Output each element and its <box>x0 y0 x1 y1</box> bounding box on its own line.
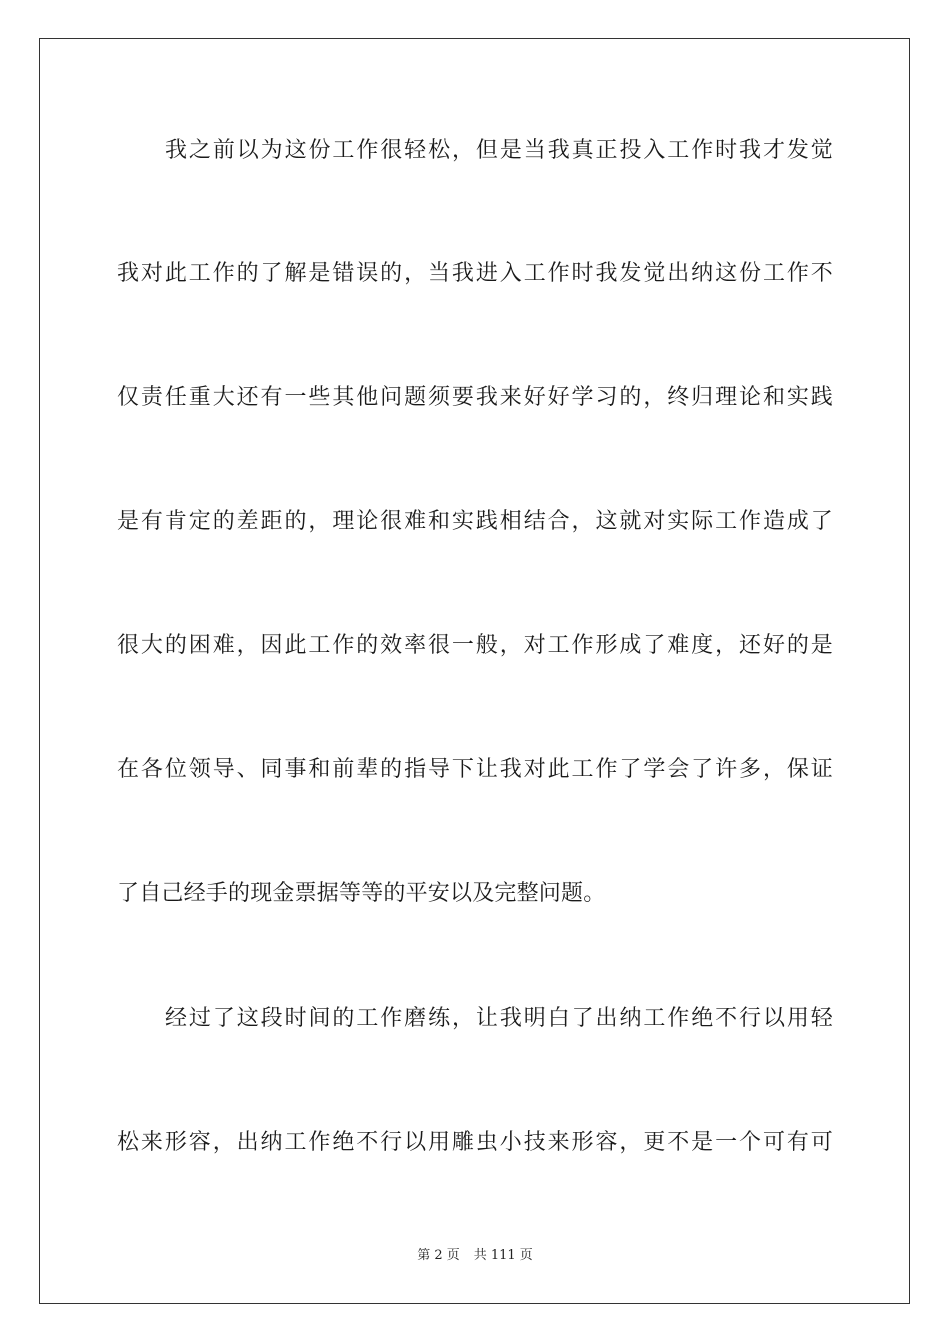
page-border <box>39 38 910 1304</box>
page-number: 第 2 页 <box>417 1248 460 1263</box>
paragraph-1-line-6: 在各位领导、同事和前辈的指导下让我对此工作了学会了许多，保证 <box>117 757 833 782</box>
page-footer <box>0 1244 950 1263</box>
paragraph-1-line-3: 仅责任重大还有一些其他问题须要我来好好学习的，终归理论和实践 <box>117 385 833 410</box>
paragraph-1-line-1: 我之前以为这份工作很轻松，但是当我真正投入工作时我才发觉 <box>165 138 833 163</box>
paragraph-2-line-2: 松来形容，出纳工作绝不行以用雕虫小技来形容，更不是一个可有可 <box>117 1130 833 1155</box>
paragraph-2-line-1: 经过了这段时间的工作磨练，让我明白了出纳工作绝不行以用轻 <box>165 1006 833 1031</box>
paragraph-1-line-5: 很大的困难，因此工作的效率很一般，对工作形成了难度，还好的是 <box>117 633 833 658</box>
paragraph-1-line-4: 是有肯定的差距的，理论很难和实践相结合，这就对实际工作造成了 <box>117 509 833 534</box>
paragraph-1-line-2: 我对此工作的了解是错误的，当我进入工作时我发觉出纳这份工作不 <box>117 261 833 286</box>
total-pages: 共 111 页 <box>473 1248 533 1263</box>
paragraph-1-line-7: 了自己经手的现金票据等等的平安以及完整问题。 <box>117 881 606 906</box>
